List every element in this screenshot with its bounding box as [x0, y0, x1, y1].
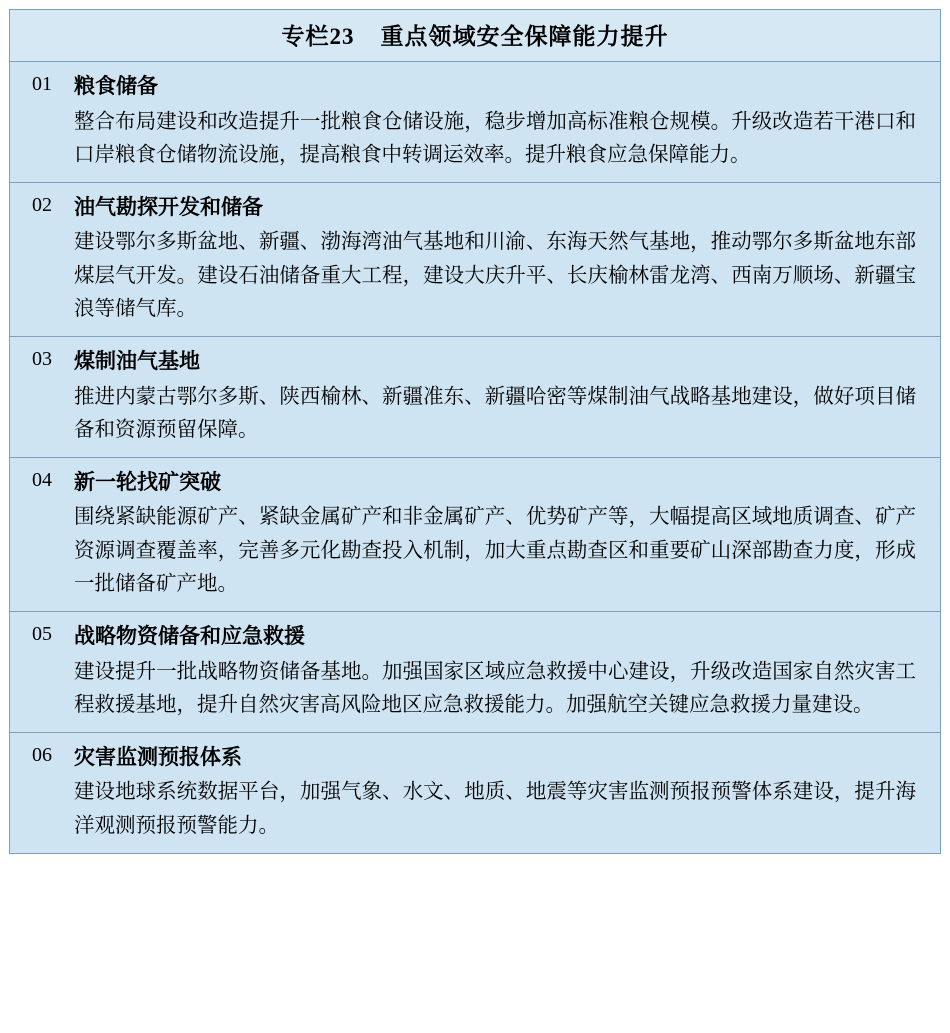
- item-content: [74, 467, 940, 601]
- table-row: [10, 62, 940, 183]
- item-body: 围绕紧缺能源矿产、紧缺金属矿产和非金属矿产、优势矿产等，大幅提高区域地质调查、矿产资源调查覆盖率，完善多元化勘查投入机制，加大重点勘查区和重要矿山深部勘查力度，形成一批储备矿产地。: [74, 506, 916, 595]
- item-body: 推进内蒙古鄂尔多斯、陕西榆林、新疆准东、新疆哈密等煤制油气战略基地建设，做好项目储备和资源预留保障。: [74, 385, 916, 441]
- item-content: [74, 346, 940, 447]
- item-body: 建设鄂尔多斯盆地、新疆、渤海湾油气基地和川渝、东海天然气基地，推动鄂尔多斯盆地东部煤层气开发。建设石油储备重大工程，建设大庆升平、长庆榆林雷龙湾、西南万顺场、新疆宝浪等储气库。: [74, 231, 916, 320]
- item-number: 06: [32, 743, 52, 766]
- table-row: [10, 612, 940, 733]
- item-content: [74, 71, 940, 172]
- box-title-text: 重点领域安全保障能力提升: [380, 24, 669, 49]
- item-title: 粮食储备: [74, 74, 158, 98]
- table-row: [10, 733, 940, 853]
- item-body: 建设提升一批战略物资储备基地。加强国家区域应急救援中心建设，升级改造国家自然灾害工程救援基地，提升自然灾害高风险地区应急救援能力。加强航空关键应急救援力量建设。: [74, 660, 916, 716]
- item-title: 煤制油气基地: [74, 349, 200, 374]
- table-row: [10, 183, 940, 337]
- item-body: 整合布局建设和改造提升一批粮食仓储设施，稳步增加高标准粮仓规模。升级改造若干港口和口岸粮食仓储物流设施，提高粮食中转调运效率。提升粮食应急保障能力。: [74, 110, 916, 166]
- item-number: 03: [32, 348, 52, 371]
- column-box: [9, 9, 941, 854]
- table-row: [10, 458, 940, 612]
- item-title: 战略物资储备和应急救援: [74, 624, 305, 649]
- item-content: [74, 742, 940, 843]
- item-content: [74, 621, 940, 722]
- box-title-bar: [10, 10, 940, 62]
- item-number: 01: [32, 73, 52, 95]
- box-title-label: 专栏23: [281, 24, 355, 49]
- item-number: 02: [32, 193, 52, 216]
- table-row: [10, 337, 940, 458]
- item-title: 灾害监测预报体系: [74, 744, 242, 769]
- item-title: 油气勘探开发和储备: [74, 194, 263, 219]
- item-body: 建设地球系统数据平台，加强气象、水文、地质、地震等灾害监测预报预警体系建设，提升海洋观测预报预警能力。: [74, 781, 916, 837]
- item-number: 05: [32, 623, 52, 646]
- item-content: [74, 192, 940, 326]
- item-number: 04: [32, 468, 52, 491]
- item-title: 新一轮找矿突破: [74, 469, 221, 494]
